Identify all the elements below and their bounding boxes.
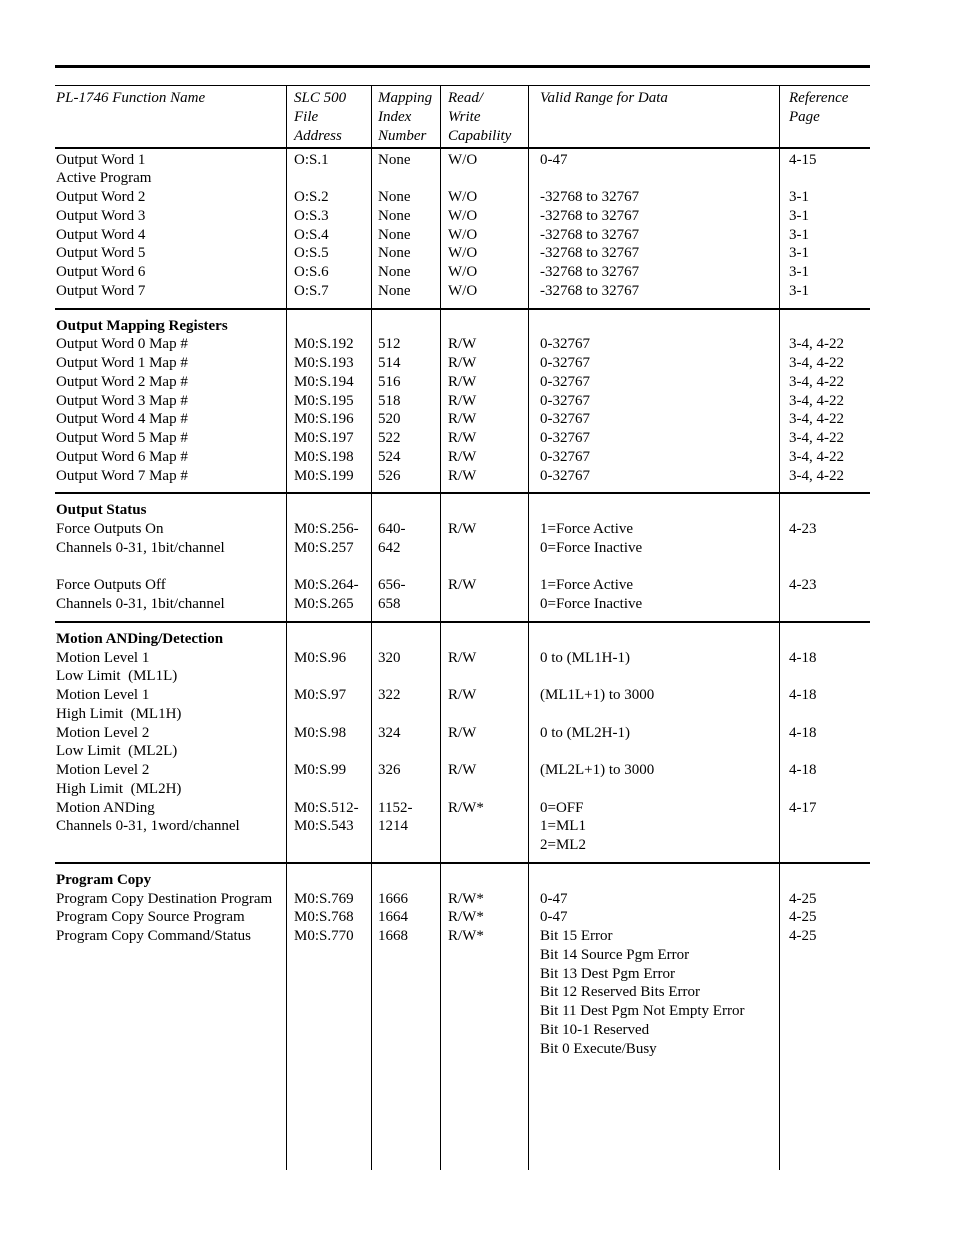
cell-function-name: High Limit (ML1H)	[56, 705, 182, 722]
column-header-valid-range: Valid Range for Data	[540, 90, 668, 106]
cell-valid-range: -32768 to 32767	[540, 282, 640, 299]
cell-valid-range: Bit 14 Source Pgm Error	[540, 946, 690, 963]
section-divider-rule	[55, 308, 870, 310]
cell-valid-range: 0-32767	[540, 355, 590, 371]
column-header-reference-page: Page	[789, 108, 820, 125]
section-heading: Output Status	[56, 502, 147, 519]
cell-read-write: R/W	[448, 430, 477, 446]
cell-reference-page: 4-17	[789, 799, 817, 816]
cell-file-address: M0:S.543	[294, 818, 354, 835]
cell-function-name: Output Word 4 Map #	[56, 411, 188, 428]
column-header-mapping-index: Index	[378, 108, 412, 125]
cell-read-write: R/W	[448, 467, 477, 484]
cell-function-name: Channels 0-31, 1bit/channel	[56, 596, 225, 612]
column-divider	[440, 86, 441, 1170]
cell-read-write: R/W*	[448, 928, 484, 944]
cell-function-name: Output Word 3 Map #	[56, 392, 188, 409]
cell-reference-page: 3-1	[789, 189, 809, 205]
header-top-rule	[55, 85, 870, 86]
cell-file-address: O:S.4	[294, 226, 329, 243]
cell-mapping-index: 518	[378, 392, 401, 409]
cell-mapping-index: 656-	[378, 577, 406, 594]
cell-read-write: R/W	[448, 724, 477, 741]
cell-file-address: M0:S.192	[294, 336, 354, 353]
cell-valid-range: 0 to (ML1H-1)	[540, 649, 630, 666]
cell-file-address: M0:S.99	[294, 762, 347, 778]
cell-valid-range: Bit 0 Execute/Busy	[540, 1040, 657, 1057]
cell-file-address: M0:S.98	[294, 724, 347, 741]
cell-reference-page: 4-18	[789, 724, 817, 741]
cell-read-write: R/W	[448, 411, 477, 428]
cell-read-write: R/W	[448, 336, 477, 353]
cell-function-name: Output Word 3	[56, 207, 146, 224]
cell-read-write: R/W*	[448, 909, 484, 926]
cell-mapping-index: 520	[378, 411, 401, 428]
cell-file-address: M0:S.194	[294, 373, 354, 390]
cell-file-address: O:S.3	[294, 207, 329, 224]
cell-valid-range: 1=ML1	[540, 818, 586, 835]
column-header-reference-page: Reference	[789, 90, 849, 106]
column-divider	[371, 86, 372, 1170]
cell-function-name: Motion ANDing	[56, 799, 155, 816]
cell-read-write: R/W	[448, 448, 477, 465]
cell-valid-range: (ML2L+1) to 3000	[540, 762, 655, 778]
cell-mapping-index: 516	[378, 373, 401, 390]
cell-read-write: W/O	[448, 226, 478, 243]
cell-file-address: M0:S.256-	[294, 521, 359, 537]
cell-valid-range: -32768 to 32767	[540, 226, 640, 243]
cell-mapping-index: None	[378, 245, 411, 262]
cell-function-name: Low Limit (ML2L)	[56, 743, 178, 760]
cell-reference-page: 4-18	[789, 687, 817, 703]
cell-file-address: M0:S.96	[294, 649, 347, 666]
cell-function-name: Motion Level 2	[56, 762, 150, 778]
section-heading: Program Copy	[56, 871, 152, 888]
cell-file-address: M0:S.770	[294, 928, 354, 944]
cell-file-address: M0:S.97	[294, 687, 347, 703]
cell-file-address: O:S.6	[294, 264, 329, 280]
cell-read-write: R/W*	[448, 799, 484, 816]
cell-valid-range: -32768 to 32767	[540, 264, 640, 280]
cell-file-address: M0:S.198	[294, 448, 354, 465]
cell-file-address: O:S.2	[294, 189, 329, 205]
cell-read-write: R/W	[448, 373, 477, 390]
cell-function-name: Output Word 5 Map #	[56, 430, 188, 446]
cell-reference-page: 3-1	[789, 226, 809, 243]
cell-read-write: W/O	[448, 245, 478, 262]
column-header-mapping-index: Mapping	[378, 90, 433, 106]
cell-mapping-index: None	[378, 282, 411, 299]
column-divider	[528, 86, 529, 1170]
cell-valid-range: -32768 to 32767	[540, 189, 640, 205]
cell-function-name: Force Outputs On	[56, 521, 164, 537]
cell-valid-range: 0-47	[540, 909, 568, 926]
cell-function-name: Output Word 1	[56, 151, 146, 168]
cell-file-address: M0:S.769	[294, 890, 354, 907]
cell-file-address: O:S.7	[294, 282, 329, 299]
column-header-read-write: Write	[448, 108, 481, 125]
cell-reference-page: 3-4, 4-22	[789, 373, 844, 390]
cell-reference-page: 3-1	[789, 282, 809, 299]
cell-mapping-index: 326	[378, 762, 401, 778]
cell-reference-page: 3-1	[789, 264, 809, 280]
cell-file-address: M0:S.265	[294, 596, 354, 612]
column-divider	[286, 86, 287, 1170]
cell-reference-page: 4-18	[789, 762, 817, 778]
cell-reference-page: 3-4, 4-22	[789, 448, 844, 465]
cell-file-address: M0:S.195	[294, 392, 354, 409]
cell-mapping-index: 1214	[378, 818, 408, 835]
cell-reference-page: 4-18	[789, 649, 817, 666]
cell-function-name: Output Word 5	[56, 245, 146, 262]
cell-valid-range: 0-32767	[540, 430, 590, 446]
cell-read-write: R/W	[448, 521, 477, 537]
cell-valid-range: 0-32767	[540, 411, 590, 428]
cell-function-name: Channels 0-31, 1word/channel	[56, 818, 240, 835]
cell-function-name: Output Word 6 Map #	[56, 448, 188, 465]
column-header-read-write: Read/	[448, 90, 483, 106]
cell-valid-range: 0-47	[540, 151, 568, 168]
cell-valid-range: (ML1L+1) to 3000	[540, 687, 655, 703]
cell-mapping-index: None	[378, 207, 411, 224]
cell-read-write: R/W	[448, 687, 477, 703]
cell-valid-range: Bit 12 Reserved Bits Error	[540, 984, 700, 1001]
header-bottom-rule	[55, 147, 870, 149]
cell-function-name: Motion Level 2	[56, 724, 150, 741]
cell-valid-range: 2=ML2	[540, 837, 586, 853]
cell-function-name: Output Word 2	[56, 189, 146, 205]
cell-valid-range: 0=Force Inactive	[540, 539, 643, 556]
cell-reference-page: 3-4, 4-22	[789, 411, 844, 428]
cell-function-name: High Limit (ML2H)	[56, 780, 182, 797]
cell-function-name: Active Program	[56, 170, 152, 187]
cell-mapping-index: 514	[378, 355, 401, 371]
cell-function-name: Output Word 7 Map #	[56, 467, 188, 484]
column-header-mapping-index: Number	[378, 127, 427, 144]
cell-file-address: M0:S.512-	[294, 799, 359, 816]
cell-file-address: M0:S.257	[294, 539, 354, 556]
cell-function-name: Output Word 4	[56, 226, 146, 243]
cell-valid-range: -32768 to 32767	[540, 207, 640, 224]
cell-valid-range: Bit 11 Dest Pgm Not Empty Error	[540, 1003, 745, 1019]
cell-file-address: M0:S.197	[294, 430, 354, 446]
cell-read-write: W/O	[448, 151, 478, 168]
section-heading: Output Mapping Registers	[56, 317, 228, 334]
cell-file-address: O:S.1	[294, 151, 329, 168]
cell-reference-page: 3-4, 4-22	[789, 467, 844, 484]
column-header-file-address: Address	[294, 127, 342, 144]
cell-valid-range: -32768 to 32767	[540, 245, 640, 262]
cell-mapping-index: None	[378, 151, 411, 168]
cell-valid-range: Bit 13 Dest Pgm Error	[540, 965, 675, 982]
cell-mapping-index: 526	[378, 467, 401, 484]
cell-mapping-index: 322	[378, 687, 401, 703]
cell-reference-page: 3-1	[789, 245, 809, 262]
cell-function-name: Force Outputs Off	[56, 577, 166, 594]
cell-file-address: O:S.5	[294, 245, 329, 262]
cell-function-name: Output Word 0 Map #	[56, 336, 188, 353]
cell-valid-range: Bit 10-1 Reserved	[540, 1021, 650, 1038]
column-divider	[779, 86, 780, 1170]
cell-reference-page: 4-25	[789, 909, 817, 926]
cell-read-write: W/O	[448, 264, 478, 280]
cell-function-name: Motion Level 1	[56, 649, 150, 666]
cell-read-write: R/W	[448, 392, 477, 409]
cell-file-address: M0:S.196	[294, 411, 354, 428]
section-divider-rule	[55, 862, 870, 864]
cell-reference-page: 3-4, 4-22	[789, 430, 844, 446]
cell-function-name: Low Limit (ML1L)	[56, 668, 178, 685]
cell-valid-range: 0 to (ML2H-1)	[540, 724, 630, 741]
section-divider-rule	[55, 492, 870, 494]
cell-function-name: Output Word 6	[56, 264, 146, 280]
cell-function-name: Channels 0-31, 1bit/channel	[56, 539, 225, 556]
cell-mapping-index: 524	[378, 448, 401, 465]
cell-mapping-index: 320	[378, 649, 401, 666]
cell-valid-range: 0-32767	[540, 336, 590, 353]
cell-read-write: R/W	[448, 577, 477, 594]
cell-valid-range: 0-47	[540, 890, 568, 907]
cell-file-address: M0:S.193	[294, 355, 354, 371]
cell-mapping-index: 658	[378, 596, 401, 612]
cell-read-write: R/W	[448, 649, 477, 666]
cell-function-name: Output Word 1 Map #	[56, 355, 188, 371]
cell-read-write: W/O	[448, 207, 478, 224]
cell-function-name: Output Word 7	[56, 282, 146, 299]
cell-reference-page: 3-4, 4-22	[789, 392, 844, 409]
cell-valid-range: 0-32767	[540, 467, 590, 484]
cell-valid-range: 0=Force Inactive	[540, 596, 643, 612]
section-heading: Motion ANDing/Detection	[56, 630, 224, 647]
cell-valid-range: 0-32767	[540, 448, 590, 465]
column-header-read-write: Capability	[448, 127, 512, 144]
cell-file-address: M0:S.199	[294, 467, 354, 484]
column-header-file-address: SLC 500	[294, 90, 347, 106]
cell-mapping-index: 1668	[378, 928, 408, 944]
cell-reference-page: 3-1	[789, 207, 809, 224]
cell-file-address: M0:S.768	[294, 909, 354, 926]
cell-mapping-index: None	[378, 189, 411, 205]
cell-reference-page: 3-4, 4-22	[789, 355, 844, 371]
cell-valid-range: 1=Force Active	[540, 521, 634, 537]
cell-valid-range: 0-32767	[540, 392, 590, 409]
cell-valid-range: 0-32767	[540, 373, 590, 390]
cell-read-write: W/O	[448, 189, 478, 205]
cell-reference-page: 4-15	[789, 151, 817, 168]
cell-mapping-index: None	[378, 226, 411, 243]
cell-valid-range: 0=OFF	[540, 799, 584, 816]
cell-mapping-index: None	[378, 264, 411, 280]
cell-read-write: W/O	[448, 282, 478, 299]
top-rule	[55, 65, 870, 68]
cell-valid-range: 1=Force Active	[540, 577, 634, 594]
cell-read-write: R/W	[448, 762, 477, 778]
cell-file-address: M0:S.264-	[294, 577, 359, 594]
cell-function-name: Motion Level 1	[56, 687, 150, 703]
cell-function-name: Program Copy Source Program	[56, 909, 245, 926]
cell-function-name: Program Copy Command/Status	[56, 928, 251, 944]
cell-reference-page: 4-23	[789, 577, 817, 594]
cell-reference-page: 4-25	[789, 928, 817, 944]
cell-read-write: R/W	[448, 355, 477, 371]
section-divider-rule	[55, 621, 870, 623]
cell-mapping-index: 522	[378, 430, 401, 446]
cell-function-name: Output Word 2 Map #	[56, 373, 188, 390]
cell-mapping-index: 642	[378, 539, 401, 556]
cell-reference-page: 4-25	[789, 890, 817, 907]
cell-valid-range: Bit 15 Error	[540, 928, 613, 944]
column-header-function-name: PL-1746 Function Name	[56, 90, 206, 106]
cell-mapping-index: 1664	[378, 909, 408, 926]
column-header-file-address: File	[294, 108, 319, 125]
cell-reference-page: 4-23	[789, 521, 817, 537]
cell-reference-page: 3-4, 4-22	[789, 336, 844, 353]
cell-mapping-index: 1666	[378, 890, 408, 907]
cell-mapping-index: 324	[378, 724, 401, 741]
cell-mapping-index: 512	[378, 336, 401, 353]
cell-read-write: R/W*	[448, 890, 484, 907]
cell-function-name: Program Copy Destination Program	[56, 890, 273, 907]
cell-mapping-index: 640-	[378, 521, 406, 537]
cell-mapping-index: 1152-	[378, 799, 413, 816]
